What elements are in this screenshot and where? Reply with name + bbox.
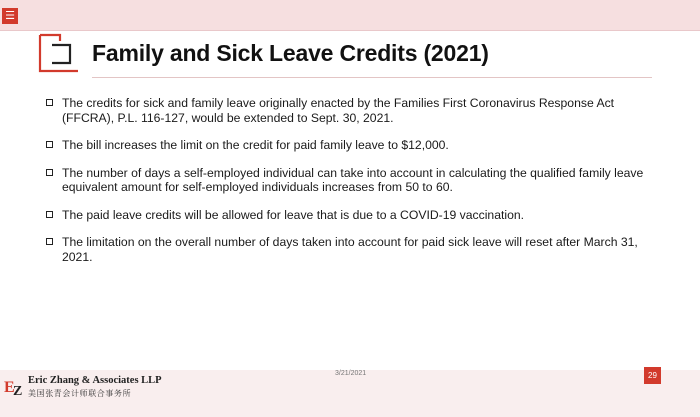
- company-chinese-name: 美国张青会计师联合事务所: [28, 389, 132, 398]
- bullet-text: The credits for sick and family leave originally enacted by the Families First Coronavirus Response Act (FFCRA), P.L. 116-127, would be extended to Sept. 30, 2021.: [62, 96, 615, 125]
- page-number-badge: 29: [644, 367, 661, 384]
- top-divider: [0, 30, 700, 31]
- slide-date: 3/21/2021: [335, 370, 367, 377]
- bullet-item: [44, 166, 654, 195]
- bullet-text: The bill increases the limit on the credit for paid family leave to $12,000.: [62, 138, 449, 152]
- checkbox-bullet-icon: [46, 169, 53, 176]
- bullet-item: [44, 96, 654, 125]
- bullet-item: [44, 235, 654, 264]
- bullet-text: The paid leave credits will be allowed for leave that is due to a COVID-19 vaccination.: [62, 207, 525, 222]
- top-bar: [0, 0, 700, 30]
- svg-text:Z: Z: [13, 384, 23, 396]
- slide-title: Family and Sick Leave Credits (2021): [92, 40, 489, 66]
- checkbox-bullet-icon: [46, 238, 53, 245]
- bullet-text: The limitation on the overall number of days taken into account for paid sick leave will reset after March 31, 2021.: [62, 235, 638, 264]
- company-name: Eric Zhang & Associates LLP: [28, 375, 162, 386]
- checkbox-bullet-icon: [46, 99, 53, 106]
- hamburger-icon[interactable]: ☰: [2, 8, 18, 24]
- bullet-list: [44, 96, 654, 277]
- title-divider: [92, 77, 652, 78]
- bullet-text: The number of days a self-employed individual can take into account in calculating the qualified family leave equivalent amount for self-employed individuals increases from 50 to 60.: [62, 165, 644, 194]
- checkbox-bullet-icon: [46, 141, 53, 148]
- svg-text:E: E: [4, 379, 15, 396]
- company-logo-icon: [4, 376, 26, 396]
- checkbox-bullet-icon: [46, 211, 53, 218]
- slide-corner-logo: [38, 33, 80, 73]
- bullet-item: [44, 208, 654, 223]
- bullet-item: [44, 138, 654, 153]
